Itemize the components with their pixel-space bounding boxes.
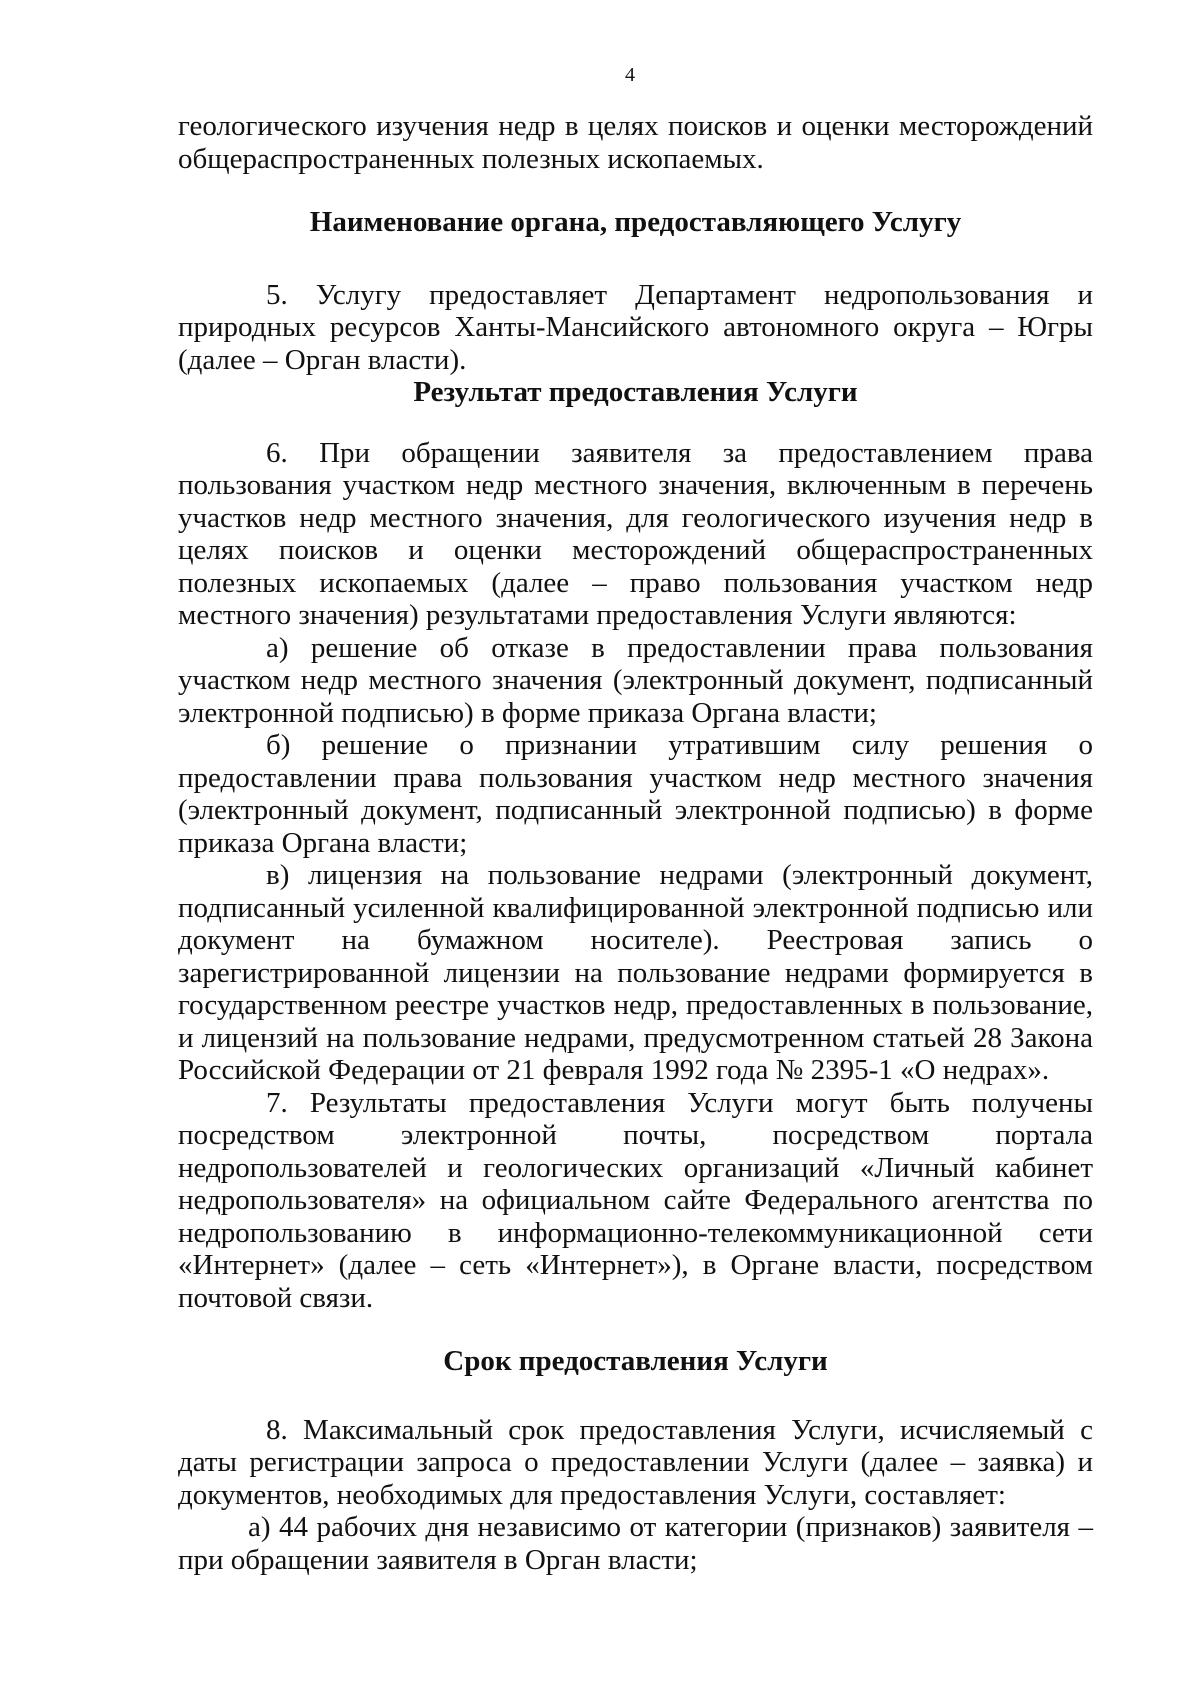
intro-paragraph: геологического изучения недр в целях поисков и оценки месторождений общераспространенных полезных ископаемых. bbox=[178, 110, 1093, 175]
paragraph-6v: в) лицензия на пользование недрами (электронный документ, подписанный усиленной квалифицированной электронной подписью или документ на бумажном носителе). Реестровая запись о зарегистрированной лицензии на пользование недрами формируется в государственном реестре участков недр, предоставленных в пользование, и лицензий на пользование недрами, предусмотренном статьей 28 Закона Российской Федерации от 21 февраля 1992 года № 2395-1 «О недрах». bbox=[178, 859, 1093, 1086]
document-body bbox=[178, 110, 1093, 1576]
paragraph-7: 7. Результаты предоставления Услуги могут быть получены посредством электронной почты, посредством портала недропользователей и геологических организаций «Личный кабинет недропользователя» на официальном сайте Федерального агентства по недропользованию в информационно-телекоммуникационной сети «Интернет» (далее – сеть «Интернет»), в Органе власти, посредством почтовой связи. bbox=[178, 1086, 1093, 1314]
paragraph-8: 8. Максимальный срок предоставления Услуги, исчисляемый с даты регистрации запроса о предоставлении Услуги (далее – заявка) и документов, необходимых для предоставления Услуги, составляет: bbox=[178, 1413, 1093, 1511]
heading-result: Результат предоставления Услуги bbox=[413, 376, 858, 408]
heading-term: Срок предоставления Услуги bbox=[443, 1345, 828, 1377]
paragraph-6a: а) решение об отказе в предоставлении права пользования участком недр местного значения (электронный документ, подписанный электронной подписью) в форме приказа Органа власти; bbox=[178, 631, 1093, 729]
paragraph-6b: б) решение о признании утратившим силу решения о предоставлении права пользования участком недр местного значения (электронный документ, подписанный электронной подписью) в форме приказа Органа власти; bbox=[178, 729, 1093, 859]
paragraph-8a: а) 44 рабочих дня независимо от категории (признаков) заявителя – при обращении заявителя в Орган власти; bbox=[178, 1511, 1093, 1576]
heading-authority: Наименование органа, предоставляющего Услугу bbox=[309, 206, 962, 238]
page-number: 4 bbox=[625, 64, 635, 86]
paragraph-6: 6. При обращении заявителя за предоставлением права пользования участком недр местного значения, включенным в перечень участков недр местного значения, для геологического изучения недр в целях поисков и оценки месторождений общераспространенных полезных ископаемых (далее – право пользования участком недр местного значения) результатами предоставления Услуги являются: bbox=[178, 436, 1093, 631]
paragraph-5: 5. Услугу предоставляет Департамент недропользования и природных ресурсов Ханты-Мансийского автономного округа – Югры (далее – Орган власти). bbox=[178, 278, 1093, 376]
